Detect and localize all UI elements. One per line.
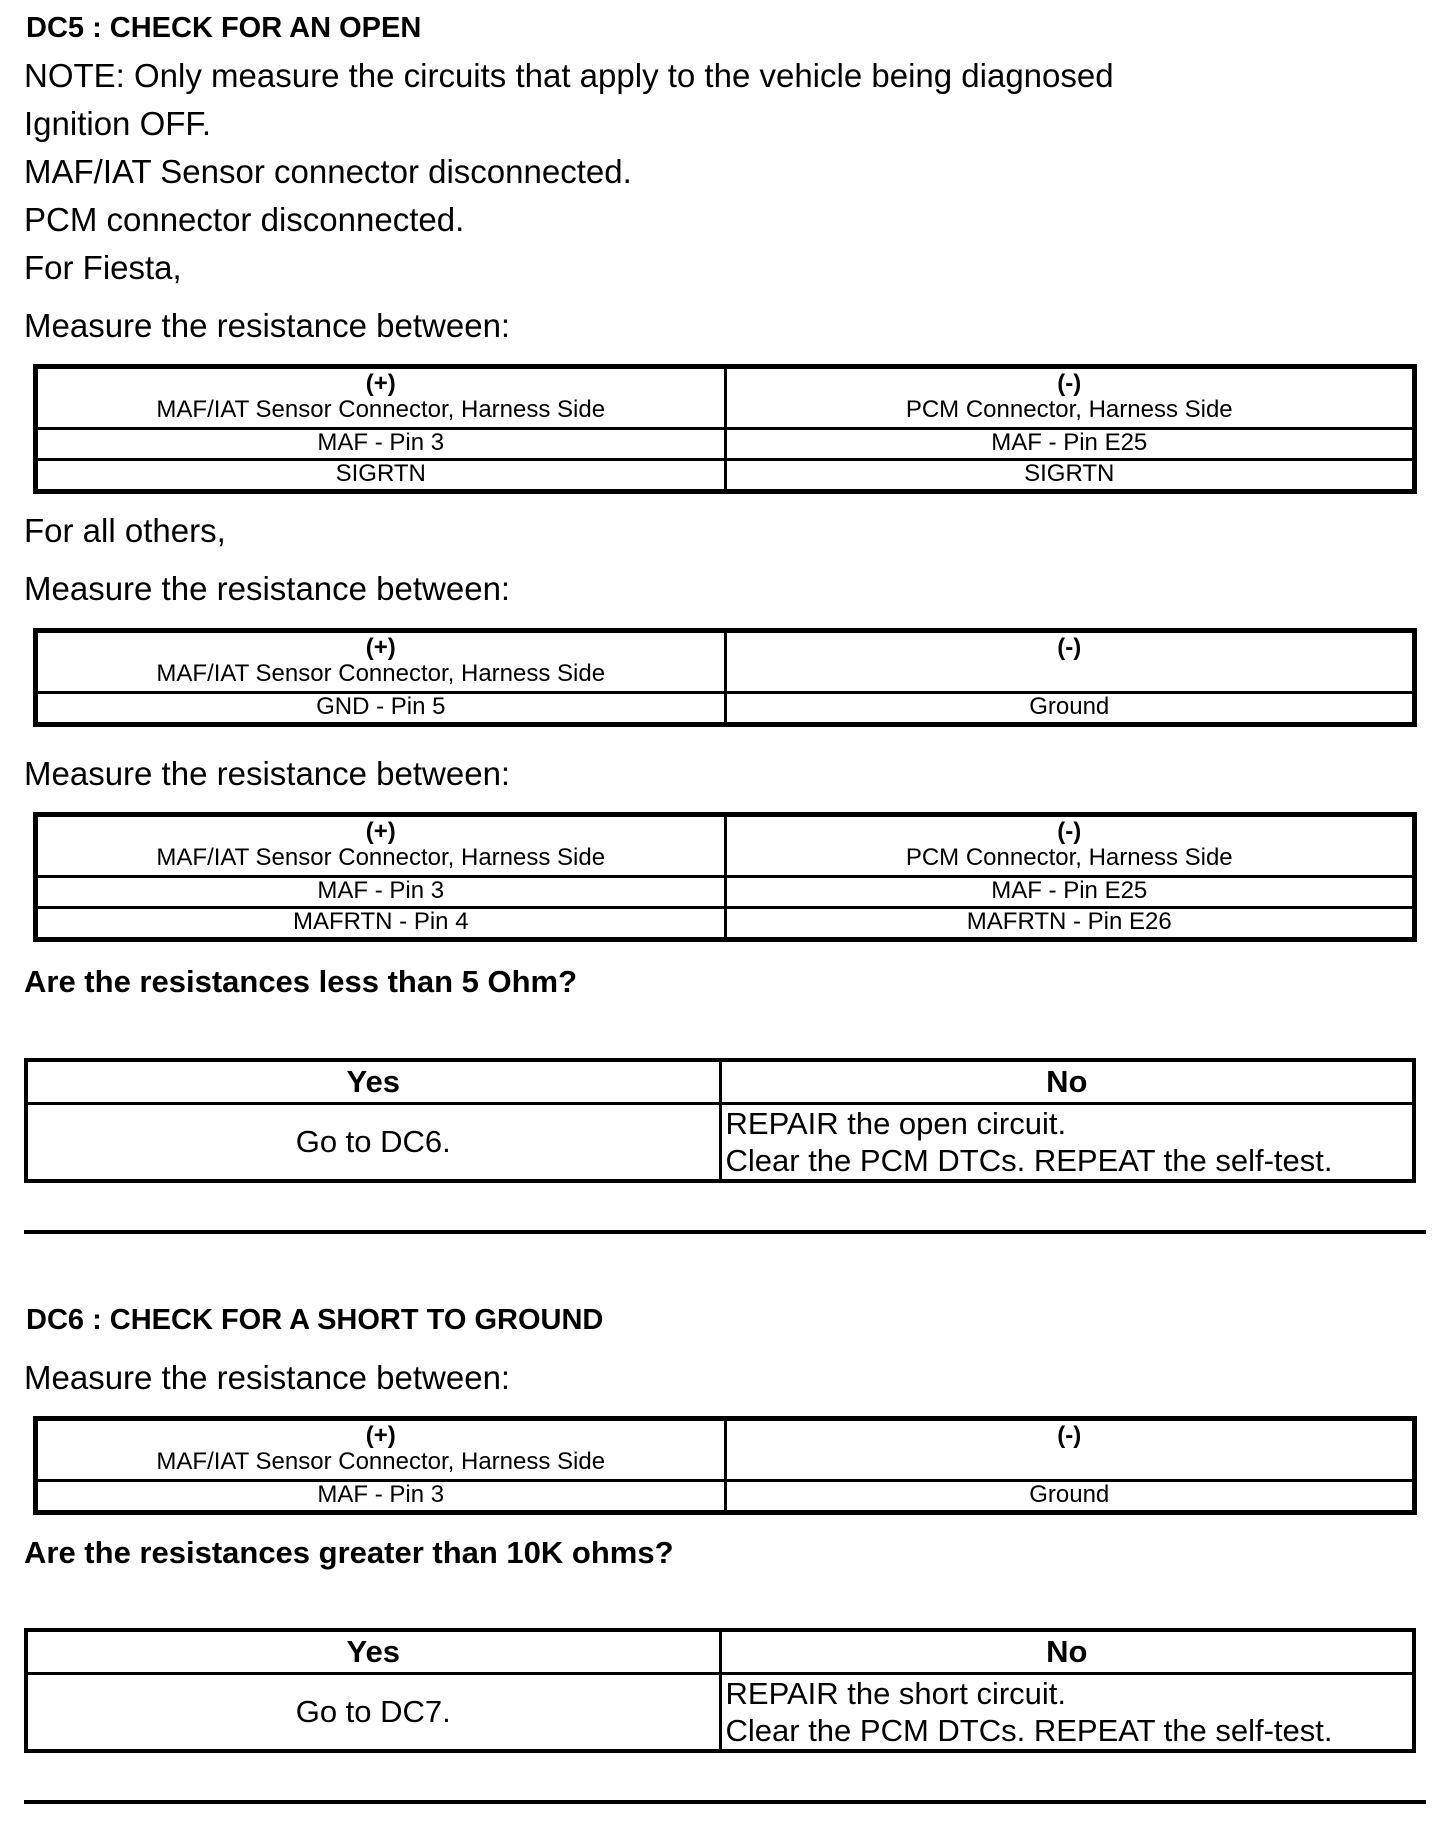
dc5-measure-label-3: Measure the resistance between: <box>24 755 511 792</box>
section-divider <box>24 1230 1426 1234</box>
negative-symbol: (-) <box>1057 370 1082 397</box>
table-cell: MAF - Pin 3 <box>36 1481 726 1513</box>
dc5-condition-pcm-connector: PCM connector disconnected. <box>24 201 465 238</box>
yes-header: Yes <box>26 1060 720 1104</box>
negative-header-cell <box>725 815 1415 877</box>
dc5-note: NOTE: Only measure the circuits that apply to the vehicle being diagnosed <box>24 57 1114 94</box>
table-row <box>36 460 1415 492</box>
no-action-line-1: REPAIR the short circuit. <box>725 1676 1067 1711</box>
negative-label: PCM Connector, Harness Side <box>905 844 1233 871</box>
positive-symbol: (+) <box>365 1422 396 1449</box>
table-cell: MAF - Pin E25 <box>725 429 1415 460</box>
table-cell: Ground <box>725 1481 1415 1513</box>
section-divider <box>24 1800 1426 1804</box>
no-action-line-2: Clear the PCM DTCs. REPEAT the self-test. <box>725 1143 1333 1178</box>
positive-header-cell <box>36 367 726 429</box>
negative-symbol: (-) <box>1057 634 1082 661</box>
dc5-question: Are the resistances less than 5 Ohm? <box>24 964 578 999</box>
table-row <box>36 908 1415 940</box>
dc5-pcm-measurement-table <box>33 812 1417 942</box>
positive-label: MAF/IAT Sensor Connector, Harness Side <box>156 396 606 423</box>
dc5-others-label: For all others, <box>24 512 226 549</box>
no-action <box>720 1674 1414 1752</box>
negative-label: PCM Connector, Harness Side <box>905 396 1233 423</box>
yes-action: Go to DC7. <box>26 1674 720 1752</box>
yes-action: Go to DC6. <box>26 1104 720 1182</box>
table-row <box>36 1481 1415 1513</box>
table-cell: SIGRTN <box>36 460 726 492</box>
negative-symbol: (-) <box>1057 1422 1082 1449</box>
table-cell: MAF - Pin E25 <box>725 877 1415 908</box>
dc5-condition-ignition: Ignition OFF. <box>24 105 212 142</box>
positive-symbol: (+) <box>365 634 396 661</box>
dc5-measure-label-2: Measure the resistance between: <box>24 570 511 607</box>
dc6-ground-measurement-table <box>33 1416 1417 1515</box>
table-row <box>36 693 1415 725</box>
negative-header-cell <box>725 1419 1415 1481</box>
dc6-question: Are the resistances greater than 10K ohms? <box>24 1535 674 1570</box>
no-header: No <box>720 1630 1414 1674</box>
table-cell: SIGRTN <box>725 460 1415 492</box>
dc5-condition-maf-connector: MAF/IAT Sensor connector disconnected. <box>24 153 632 190</box>
dc5-heading: DC5 : CHECK FOR AN OPEN <box>26 12 422 44</box>
positive-symbol: (+) <box>365 818 396 845</box>
dc6-measure-label: Measure the resistance between: <box>24 1359 511 1396</box>
table-row <box>36 429 1415 460</box>
table-cell: Ground <box>725 693 1415 725</box>
dc5-measure-label-1: Measure the resistance between: <box>24 307 511 344</box>
yes-header: Yes <box>26 1630 720 1674</box>
positive-label: MAF/IAT Sensor Connector, Harness Side <box>156 1448 606 1475</box>
dc6-answer-table <box>24 1628 1416 1753</box>
positive-header-cell <box>36 631 726 693</box>
no-action <box>720 1104 1414 1182</box>
table-row <box>36 877 1415 908</box>
dc5-fiesta-measurement-table <box>33 364 1417 494</box>
table-cell: MAFRTN - Pin 4 <box>36 908 726 940</box>
no-action-line-2: Clear the PCM DTCs. REPEAT the self-test. <box>725 1713 1333 1748</box>
positive-header-cell <box>36 815 726 877</box>
positive-header-cell <box>36 1419 726 1481</box>
dc6-heading: DC6 : CHECK FOR A SHORT TO GROUND <box>26 1304 604 1336</box>
no-header: No <box>720 1060 1414 1104</box>
negative-symbol: (-) <box>1057 818 1082 845</box>
negative-header-cell <box>725 367 1415 429</box>
table-cell: MAF - Pin 3 <box>36 877 726 908</box>
negative-header-cell <box>725 631 1415 693</box>
positive-label: MAF/IAT Sensor Connector, Harness Side <box>156 660 606 687</box>
table-cell: MAF - Pin 3 <box>36 429 726 460</box>
dc5-ground-measurement-table <box>33 628 1417 727</box>
table-cell: MAFRTN - Pin E26 <box>725 908 1415 940</box>
no-action-line-1: REPAIR the open circuit. <box>725 1106 1067 1141</box>
positive-label: MAF/IAT Sensor Connector, Harness Side <box>156 844 606 871</box>
dc5-fiesta-label: For Fiesta, <box>24 249 182 286</box>
dc5-answer-table <box>24 1058 1416 1183</box>
table-cell: GND - Pin 5 <box>36 693 726 725</box>
positive-symbol: (+) <box>365 370 396 397</box>
